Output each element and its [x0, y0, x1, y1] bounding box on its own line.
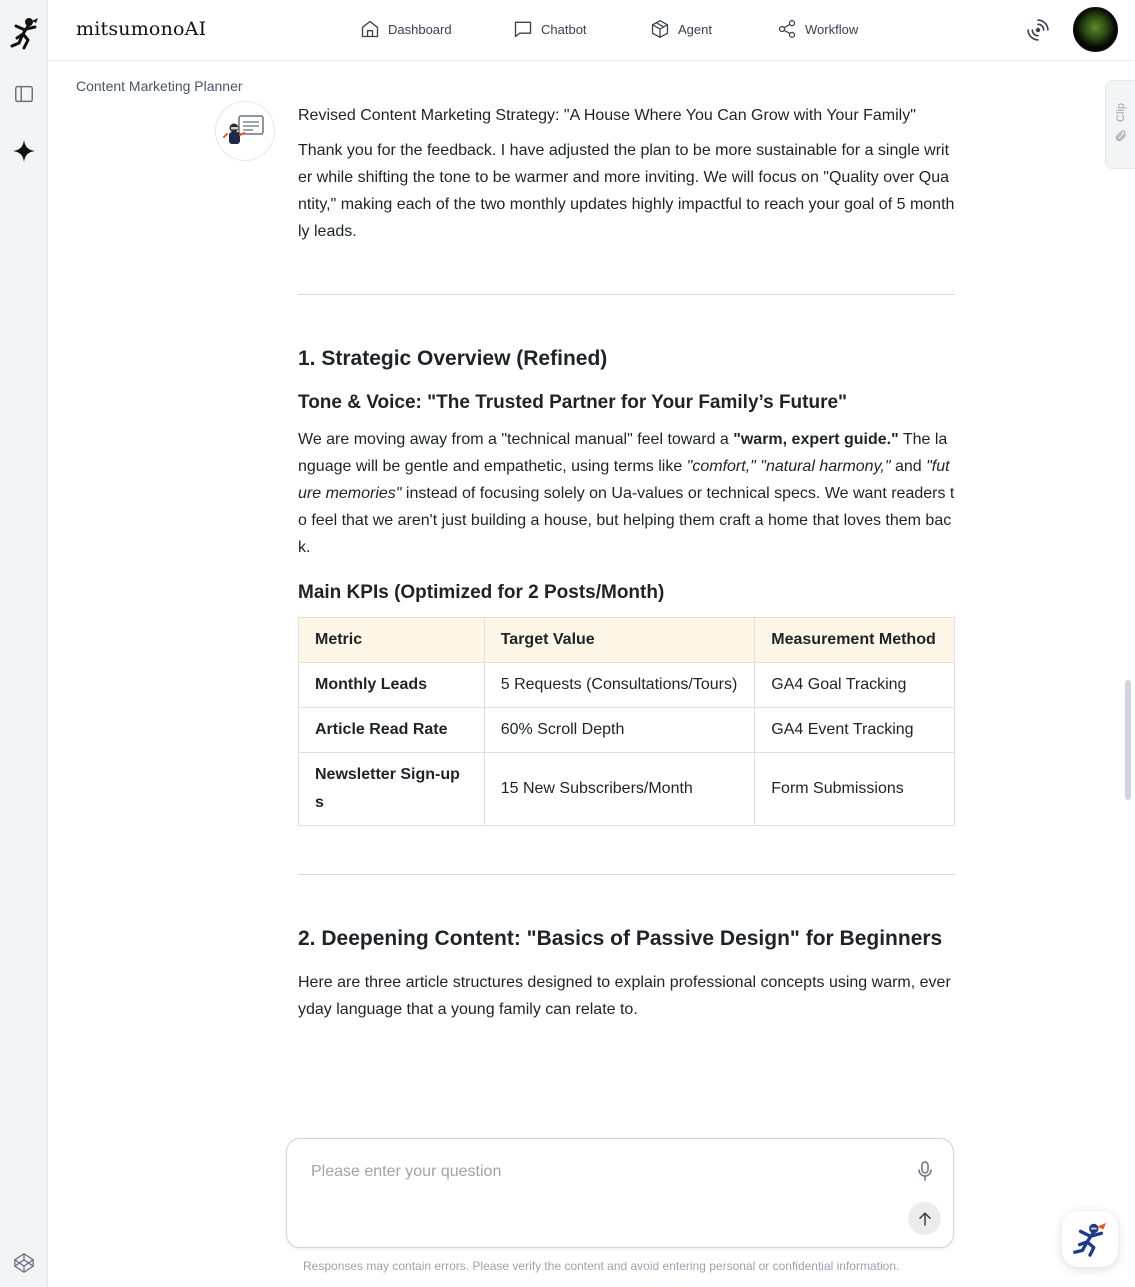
table-cell: Article Read Rate — [299, 708, 485, 753]
nav-workflow[interactable] — [777, 18, 858, 40]
ninja-mascot-icon — [1071, 1220, 1109, 1258]
table-cell: GA4 Goal Tracking — [755, 663, 955, 708]
tone-heading: Tone & Voice: "The Trusted Partner for Your Family’s Future" — [298, 392, 848, 413]
top-bar — [48, 0, 1135, 61]
table-cell: Form Submissions — [755, 753, 955, 826]
tone-paragraph: We are moving away from a "technical manual" feel toward a "warm, expert guide." The language will be gentle and empathetic, using terms like "comfort," "natural harmony," and "future memories" instead of focusing solely on Ua-values or technical specs. We want readers to feel that we aren't just building a house, but helping them craft a home that loves them back. — [298, 431, 955, 556]
kpi-table — [298, 617, 955, 826]
table-row — [299, 663, 955, 708]
table-cell: Monthly Leads — [299, 663, 485, 708]
arrow-up-icon — [915, 1209, 935, 1229]
chat-icon — [513, 19, 533, 39]
share-nodes-icon — [777, 19, 797, 39]
table-header-cell: Measurement Method — [755, 618, 955, 663]
left-rail — [0, 0, 48, 1287]
table-cell: Newsletter Sign-ups — [299, 753, 485, 826]
user-avatar[interactable] — [1073, 7, 1118, 52]
scrollbar-thumb[interactable] — [1125, 680, 1131, 800]
nav-agent-label: Agent — [678, 21, 712, 37]
sidebar-toggle-icon[interactable] — [12, 82, 36, 106]
paperclip-icon — [1114, 129, 1128, 143]
send-button[interactable] — [908, 1202, 941, 1235]
nav-dashboard[interactable] — [360, 18, 452, 40]
broadcast-signal-icon[interactable] — [1026, 18, 1050, 42]
home-icon — [360, 19, 380, 39]
message-title: Revised Content Marketing Strategy: "A House Where You Can Grow with Your Family" — [298, 107, 916, 124]
nav-workflow-label: Workflow — [805, 21, 859, 37]
table-header-cell: Metric — [299, 618, 485, 663]
brand-name[interactable]: mitsumonoAI — [76, 18, 207, 40]
table-cell: 15 New Subscribers/Month — [484, 753, 755, 826]
bot-avatar — [215, 101, 275, 161]
nav-dashboard-label: Dashboard — [388, 21, 452, 37]
section1-heading: 1. Strategic Overview (Refined) — [298, 347, 608, 370]
ninja-logo-icon[interactable] — [8, 16, 40, 50]
section2-heading: 2. Deepening Content: "Basics of Passive Design" for Beginners — [298, 927, 943, 950]
nav-agent[interactable] — [650, 18, 712, 40]
clip-tab[interactable] — [1105, 80, 1135, 169]
table-cell: 60% Scroll Depth — [484, 708, 755, 753]
nav-chatbot[interactable] — [513, 18, 587, 40]
table-row — [299, 708, 955, 753]
breadcrumb: Content Marketing Planner — [76, 78, 243, 94]
kpi-heading: Main KPIs (Optimized for 2 Posts/Month) — [298, 582, 665, 603]
question-input[interactable] — [311, 1159, 871, 1185]
assistant-message — [298, 102, 955, 1023]
nav-chatbot-label: Chatbot — [541, 21, 587, 37]
chat-composer — [286, 1138, 954, 1248]
assistant-fab-button[interactable] — [1062, 1211, 1118, 1267]
table-header-cell: Target Value — [484, 618, 755, 663]
cube-icon — [650, 19, 670, 39]
codepen-icon[interactable] — [12, 1251, 36, 1275]
clip-label: Clip — [1115, 103, 1127, 122]
table-cell: 5 Requests (Consultations/Tours) — [484, 663, 755, 708]
table-row — [299, 753, 955, 826]
microphone-icon[interactable] — [913, 1159, 937, 1183]
sparkle-icon[interactable] — [12, 139, 36, 163]
ninja-chat-bubble-icon — [223, 114, 267, 148]
section2-paragraph: Here are three article structures designed to explain professional concepts using warm, everyday language that a young family can relate to. — [298, 974, 951, 1018]
table-header-row — [299, 618, 955, 663]
message-intro: Thank you for the feedback. I have adjusted the plan to be more sustainable for a single writer while shifting the tone to be warmer and more inviting. We will focus on "Quality over Quantity," making each of the two monthly updates highly impactful to reach your goal of 5 monthly leads. — [298, 142, 955, 240]
disclaimer-text: Responses may contain errors. Please verify the content and avoid entering personal or confidential information. — [303, 1259, 900, 1273]
table-cell: GA4 Event Tracking — [755, 708, 955, 753]
